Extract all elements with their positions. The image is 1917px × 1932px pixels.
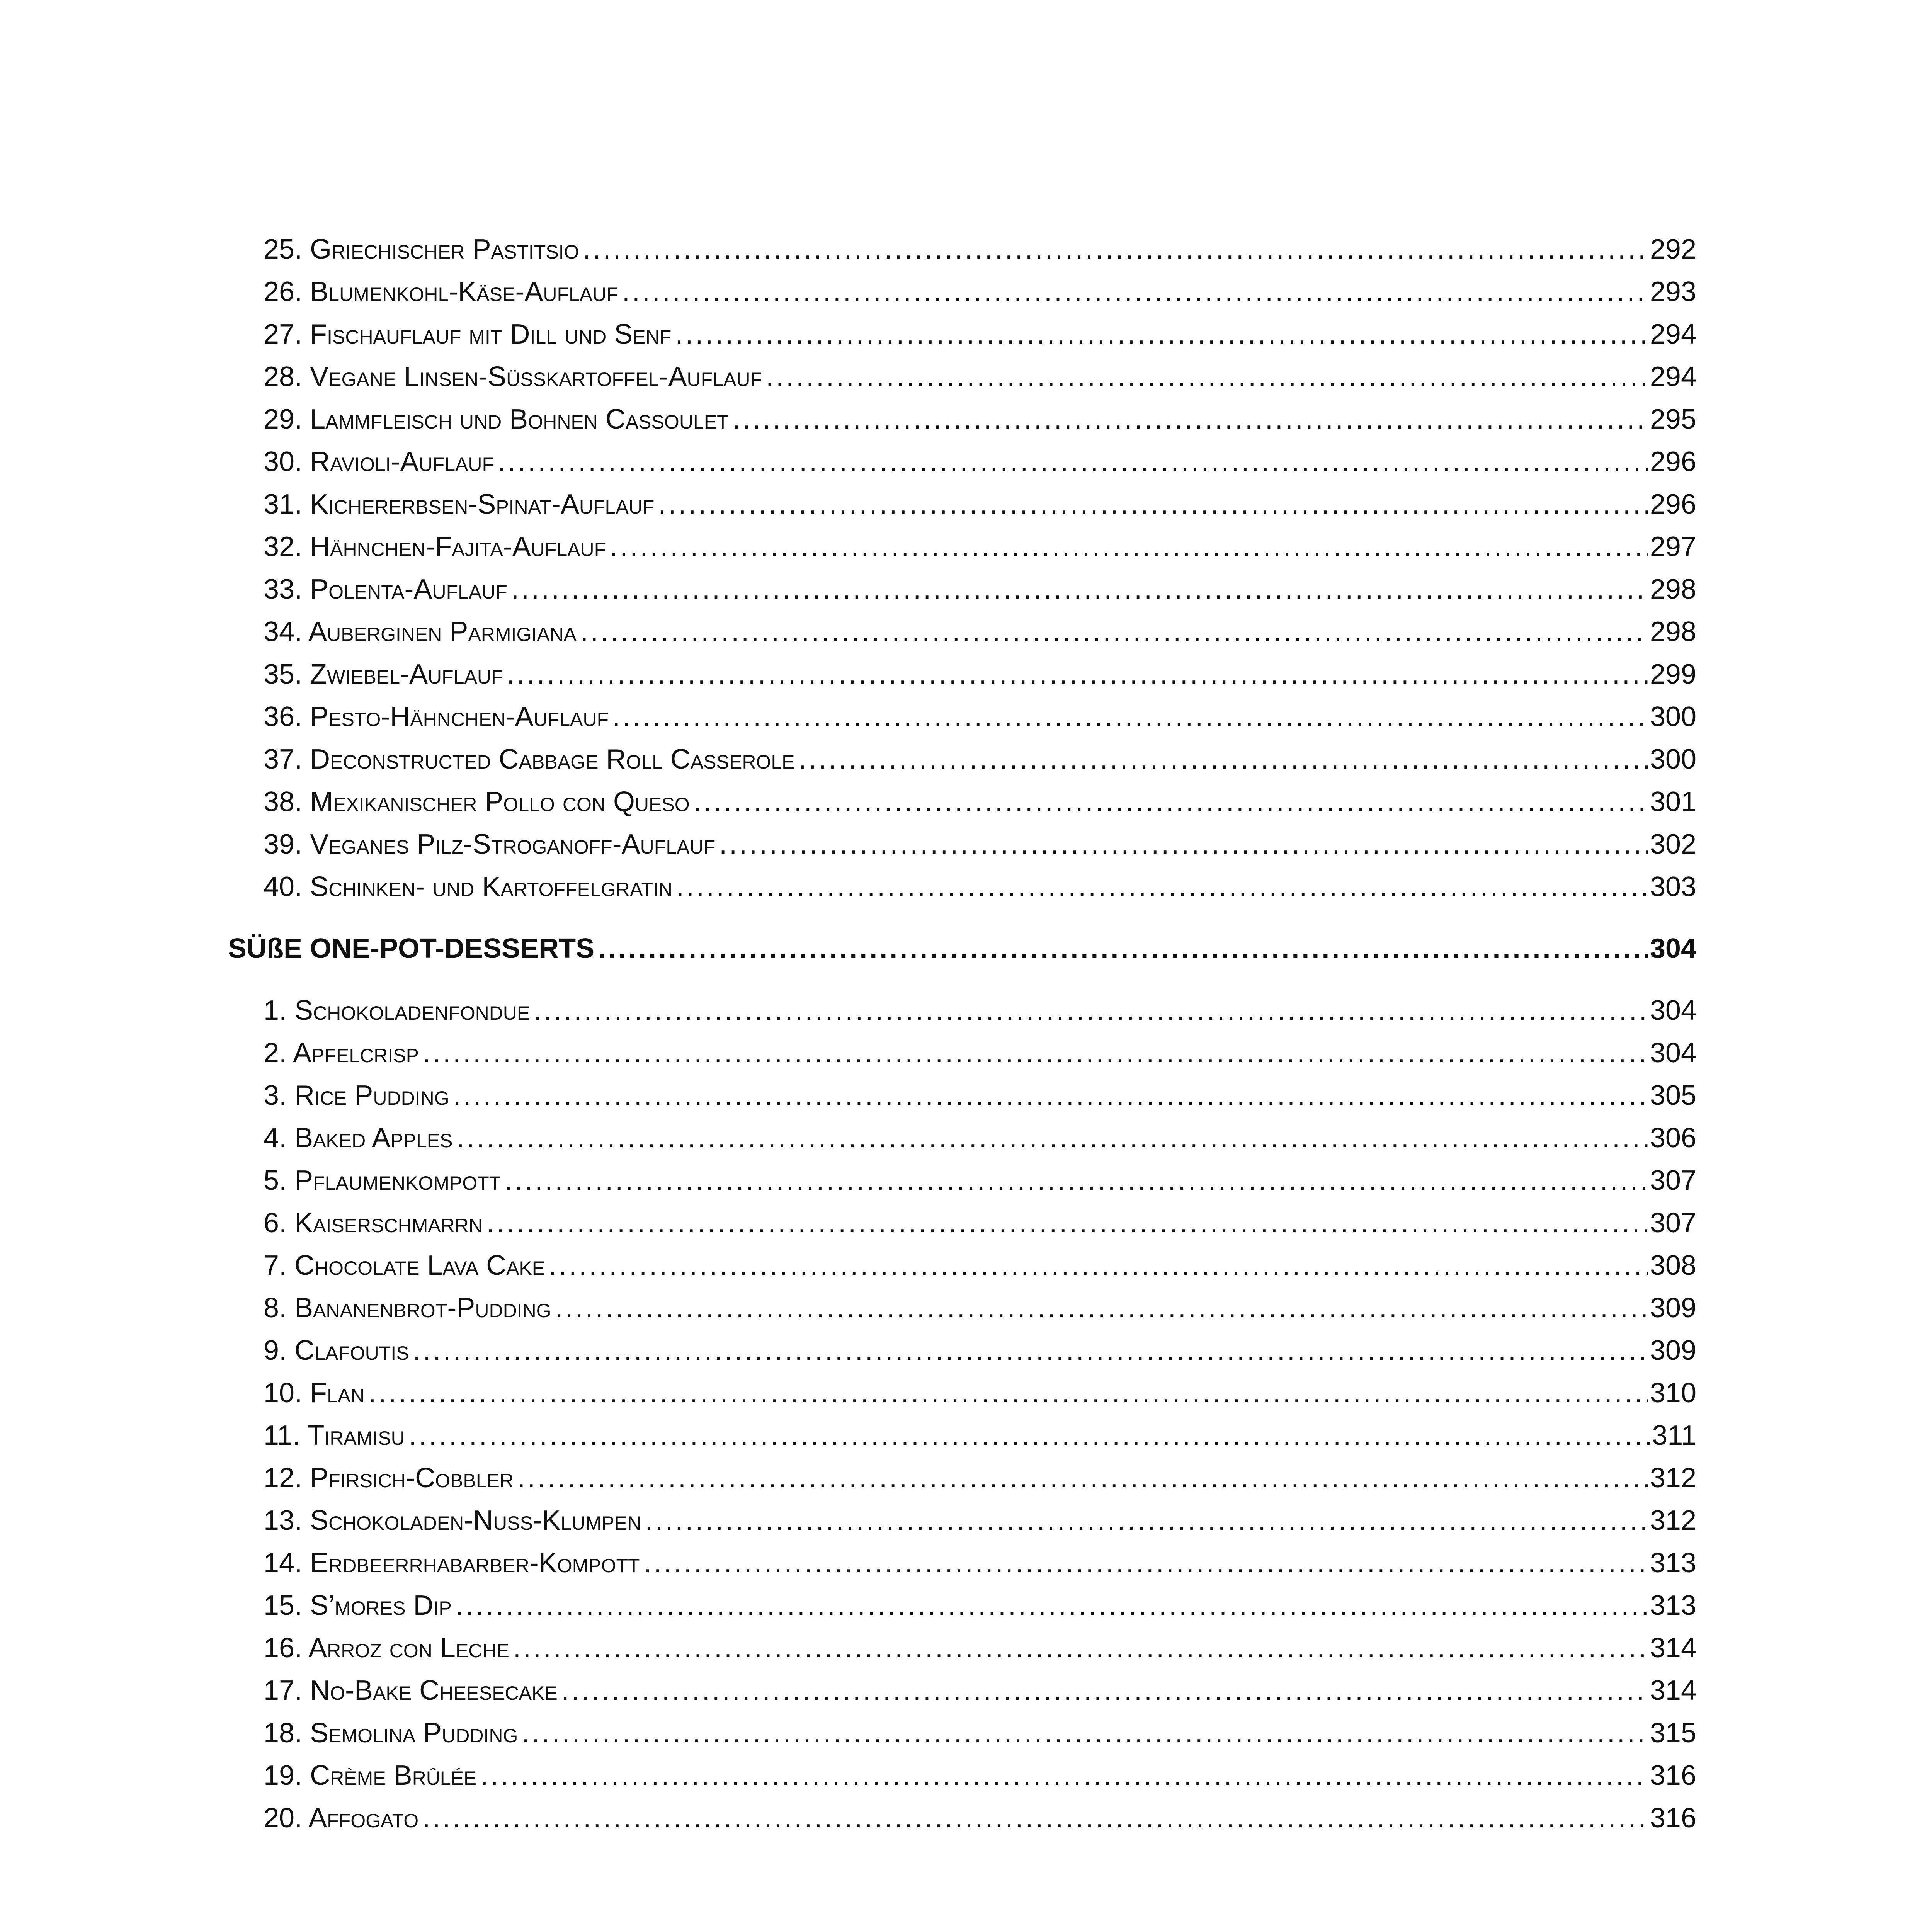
toc-entry-title: Erdbeerrhabarber-Kompott xyxy=(310,1548,640,1578)
toc-entry-number: 7. xyxy=(264,1250,287,1281)
toc-leader-dots xyxy=(513,1627,1648,1669)
toc-entry-number: 25. xyxy=(264,234,303,265)
toc-entry-number: 33. xyxy=(264,574,303,605)
toc-entry-title: Hähnchen-Fajita-Auflauf xyxy=(310,531,606,562)
toc-entry[interactable] xyxy=(228,398,1696,440)
toc-entry-title: Pfirsich-Cobbler xyxy=(310,1463,514,1493)
toc-entry-label xyxy=(264,526,606,568)
toc-entry[interactable] xyxy=(228,781,1696,823)
toc-entry-title: Blumenkohl-Käse-Auflauf xyxy=(310,276,618,307)
toc-entry[interactable] xyxy=(228,1202,1696,1244)
toc-entry-title: S’mores Dip xyxy=(310,1590,452,1621)
toc-entry-number: 29. xyxy=(264,404,303,435)
toc-entry-title: Auberginen Parmigiana xyxy=(308,616,577,647)
toc-section-title: SÜßE ONE-POT-DESSERTS xyxy=(228,933,595,964)
toc-entry[interactable] xyxy=(228,1414,1696,1457)
toc-entry-title: Zwiebel-Auflauf xyxy=(310,659,503,690)
toc-entry-page: 313 xyxy=(1650,1548,1696,1578)
toc-entry-title: Fischauflauf mit Dill und Senf xyxy=(310,319,672,350)
toc-leader-dots xyxy=(583,228,1647,270)
toc-leader-dots xyxy=(645,1499,1647,1542)
toc-entry-label xyxy=(264,1797,418,1839)
toc-leader-dots xyxy=(413,1329,1648,1372)
table-of-contents xyxy=(228,228,1696,1839)
toc-entry-label xyxy=(264,1287,551,1329)
toc-entry-number: 34. xyxy=(264,616,303,647)
toc-entry-title: Polenta-Auflauf xyxy=(310,574,507,605)
toc-entry[interactable] xyxy=(228,1457,1696,1499)
toc-entry[interactable] xyxy=(228,696,1696,738)
toc-entry-title: Schokoladenfondue xyxy=(294,995,530,1026)
toc-leader-dots xyxy=(422,1797,1648,1839)
toc-entry[interactable] xyxy=(228,270,1696,313)
toc-entry-title: Baked Apples xyxy=(294,1122,453,1153)
toc-entry-number: 5. xyxy=(264,1165,287,1196)
toc-entry[interactable] xyxy=(228,1627,1696,1669)
toc-entry[interactable] xyxy=(228,355,1696,398)
toc-entry-page: 292 xyxy=(1650,234,1696,265)
toc-entry[interactable] xyxy=(228,1797,1696,1839)
toc-entry-label xyxy=(264,1627,509,1669)
toc-leader-dots xyxy=(733,398,1648,440)
toc-entry-number: 18. xyxy=(264,1718,303,1748)
toc-entry-title: Griechischer Pastitsio xyxy=(310,234,579,265)
toc-entry-page: 307 xyxy=(1650,1165,1696,1196)
toc-entry[interactable] xyxy=(228,1669,1696,1712)
toc-entry-page: 295 xyxy=(1650,404,1696,435)
toc-entry-number: 37. xyxy=(264,744,303,775)
toc-entry-number: 16. xyxy=(264,1633,303,1663)
toc-entry-number: 31. xyxy=(264,489,303,520)
toc-entry-title: Ravioli-Auflauf xyxy=(310,446,494,477)
toc-entry-label xyxy=(264,228,579,270)
toc-leader-dots xyxy=(644,1542,1648,1584)
toc-entry-label xyxy=(264,1712,518,1754)
toc-leader-dots xyxy=(622,270,1648,313)
toc-leader-dots xyxy=(486,1202,1648,1244)
toc-leader-dots xyxy=(561,1669,1648,1712)
toc-entry[interactable] xyxy=(228,1244,1696,1287)
toc-entry-label xyxy=(264,738,794,781)
toc-leader-dots xyxy=(719,823,1648,866)
toc-entry-page: 299 xyxy=(1650,659,1696,690)
toc-entry-page: 298 xyxy=(1650,616,1696,647)
toc-section-heading[interactable] xyxy=(228,927,1696,970)
toc-entry-title: Kichererbsen-Spinat-Auflauf xyxy=(310,489,655,520)
toc-entry-label xyxy=(264,866,672,908)
toc-leader-dots xyxy=(505,1159,1648,1202)
toc-entry-number: 20. xyxy=(264,1803,303,1833)
toc-leader-dots xyxy=(480,1754,1648,1797)
toc-entry-number: 26. xyxy=(264,276,303,307)
toc-entry-number: 40. xyxy=(264,871,303,902)
toc-entry-label xyxy=(264,313,671,355)
toc-entry-page: 306 xyxy=(1650,1122,1696,1153)
toc-leader-dots xyxy=(453,1074,1648,1117)
toc-entry[interactable] xyxy=(228,568,1696,611)
toc-entry-number: 6. xyxy=(264,1208,287,1238)
toc-entry-label xyxy=(264,1542,640,1584)
toc-entry-title: Deconstructed Cabbage Roll Casserole xyxy=(310,744,795,775)
toc-entry-page: 304 xyxy=(1650,995,1696,1026)
toc-leader-dots xyxy=(675,313,1648,355)
toc-entry-title: Tiramisu xyxy=(307,1420,405,1451)
toc-entry-title: Semolina Pudding xyxy=(310,1718,518,1748)
toc-leader-dots xyxy=(511,568,1648,611)
toc-entry-page: 297 xyxy=(1650,531,1696,562)
toc-entry-page: 315 xyxy=(1650,1718,1696,1748)
toc-entry-label xyxy=(264,355,762,398)
toc-leader-dots xyxy=(534,989,1648,1032)
toc-entry-page: 305 xyxy=(1650,1080,1696,1111)
toc-entry-title: Apfelcrisp xyxy=(293,1037,419,1068)
toc-entry-page: 296 xyxy=(1650,446,1696,477)
toc-leader-dots xyxy=(658,483,1648,526)
toc-entry-label xyxy=(264,568,507,611)
toc-entry-label xyxy=(264,611,577,653)
toc-entry-title: Arroz con Leche xyxy=(308,1633,509,1663)
toc-entry-page: 303 xyxy=(1650,871,1696,902)
toc-entry[interactable] xyxy=(228,1329,1696,1372)
toc-leader-dots xyxy=(368,1372,1648,1414)
toc-entry[interactable] xyxy=(228,1159,1696,1202)
toc-entry-number: 12. xyxy=(264,1463,303,1493)
toc-entry-number: 28. xyxy=(264,361,303,392)
toc-entry-number: 27. xyxy=(264,319,303,350)
toc-entry-label xyxy=(264,653,503,696)
toc-entry-title: Flan xyxy=(310,1378,365,1408)
toc-entry-number: 14. xyxy=(264,1548,303,1578)
toc-entry[interactable] xyxy=(228,526,1696,568)
toc-entry-page: 302 xyxy=(1650,829,1696,860)
toc-entry[interactable] xyxy=(228,1372,1696,1414)
toc-leader-dots xyxy=(676,866,1648,908)
toc-entry-number: 38. xyxy=(264,786,303,817)
toc-entry-label xyxy=(264,398,729,440)
toc-leader-dots xyxy=(522,1712,1647,1754)
toc-entry-page: 301 xyxy=(1650,786,1696,817)
toc-entry[interactable] xyxy=(228,823,1696,866)
toc-entry[interactable] xyxy=(228,1542,1696,1584)
toc-entry[interactable] xyxy=(228,228,1696,270)
toc-entry-title: Veganes Pilz-Stroganoff-Auflauf xyxy=(310,829,716,860)
toc-entry-number: 32. xyxy=(264,531,303,562)
toc-leader-dots xyxy=(598,927,1648,970)
toc-entry-page: 311 xyxy=(1652,1420,1696,1451)
toc-entry-number: 30. xyxy=(264,446,303,477)
toc-entry-label xyxy=(264,1032,419,1074)
toc-entry-page: 316 xyxy=(1650,1760,1696,1791)
toc-entry-label xyxy=(264,1584,452,1627)
toc-leader-dots xyxy=(555,1287,1648,1329)
toc-entry-number: 15. xyxy=(264,1590,303,1621)
toc-entry-number: 8. xyxy=(264,1293,287,1323)
toc-entry-page: 312 xyxy=(1650,1505,1696,1536)
toc-entry-page: 296 xyxy=(1650,489,1696,520)
toc-entry-number: 19. xyxy=(264,1760,303,1791)
toc-leader-dots xyxy=(423,1032,1648,1074)
toc-entry-title: Vegane Linsen-Süßkartoffel-Auflauf xyxy=(310,361,762,392)
toc-entry-number: 36. xyxy=(264,701,303,732)
toc-entry-number: 10. xyxy=(264,1378,303,1408)
toc-entry[interactable] xyxy=(228,313,1696,355)
toc-entry-title: Schinken- und Kartoffelgratin xyxy=(310,871,672,902)
toc-entry-label xyxy=(264,1414,405,1457)
toc-entry[interactable] xyxy=(228,611,1696,653)
toc-entry-number: 11. xyxy=(264,1420,300,1451)
toc-entry-page: 300 xyxy=(1650,701,1696,732)
toc-entry[interactable] xyxy=(228,738,1696,781)
toc-entry-page: 313 xyxy=(1650,1590,1696,1621)
toc-entry-page: 312 xyxy=(1650,1463,1696,1493)
toc-group-desserts xyxy=(228,989,1696,1839)
toc-entry-title: Rice Pudding xyxy=(294,1080,449,1111)
toc-entry-title: Mexikanischer Pollo con Queso xyxy=(310,786,690,817)
toc-entry-page: 293 xyxy=(1650,276,1696,307)
toc-entry-page: 304 xyxy=(1650,1037,1696,1068)
toc-leader-dots xyxy=(580,611,1648,653)
toc-leader-dots xyxy=(549,1244,1648,1287)
toc-entry-page: 294 xyxy=(1650,319,1696,350)
toc-entry-number: 2. xyxy=(264,1037,287,1068)
toc-entry[interactable] xyxy=(228,1287,1696,1329)
toc-entry-number: 3. xyxy=(264,1080,287,1111)
toc-entry[interactable] xyxy=(228,1074,1696,1117)
toc-entry-title: Pesto-Hähnchen-Auflauf xyxy=(310,701,609,732)
toc-entry[interactable] xyxy=(228,653,1696,696)
toc-leader-dots xyxy=(498,440,1648,483)
toc-entry[interactable] xyxy=(228,1117,1696,1159)
toc-leader-dots xyxy=(766,355,1648,398)
toc-entry[interactable] xyxy=(228,1754,1696,1797)
toc-entry-page: 309 xyxy=(1650,1335,1696,1366)
toc-entry-label xyxy=(264,1329,409,1372)
toc-entry-number: 9. xyxy=(264,1335,287,1366)
toc-entry[interactable] xyxy=(228,989,1696,1032)
toc-entry-page: 309 xyxy=(1650,1293,1696,1323)
toc-leader-dots xyxy=(456,1584,1648,1627)
toc-entry-label xyxy=(264,1117,453,1159)
toc-entry[interactable] xyxy=(228,440,1696,483)
toc-entry-title: Schokoladen-Nuss-Klumpen xyxy=(310,1505,641,1536)
toc-entry-label xyxy=(264,270,618,313)
toc-leader-dots xyxy=(694,781,1648,823)
toc-entry-page: 308 xyxy=(1650,1250,1696,1281)
toc-entry-number: 35. xyxy=(264,659,303,690)
toc-entry-number: 17. xyxy=(264,1675,303,1706)
toc-entry-title: Affogato xyxy=(308,1803,419,1833)
toc-entry[interactable] xyxy=(228,866,1696,908)
toc-entry-title: Lammfleisch und Bohnen Cassoulet xyxy=(310,404,729,435)
toc-entry-label xyxy=(264,483,654,526)
toc-leader-dots xyxy=(517,1457,1648,1499)
toc-entry-page: 314 xyxy=(1650,1633,1696,1663)
toc-entry-label xyxy=(264,823,715,866)
toc-entry-label xyxy=(264,1754,476,1797)
toc-group-casseroles xyxy=(228,228,1696,908)
toc-entry-page: 307 xyxy=(1650,1208,1696,1238)
toc-entry-title: Crème Brûlée xyxy=(310,1760,477,1791)
toc-entry-title: Chocolate Lava Cake xyxy=(294,1250,545,1281)
toc-entry-label xyxy=(264,1074,449,1117)
toc-leader-dots xyxy=(612,696,1648,738)
toc-entry-label xyxy=(264,1372,364,1414)
toc-leader-dots xyxy=(457,1117,1648,1159)
toc-entry-label xyxy=(264,696,609,738)
toc-entry-label xyxy=(264,1159,501,1202)
toc-entry-page: 314 xyxy=(1650,1675,1696,1706)
toc-entry-number: 4. xyxy=(264,1122,287,1153)
toc-entry[interactable] xyxy=(228,1584,1696,1627)
toc-entry-page: 298 xyxy=(1650,574,1696,605)
toc-entry-number: 13. xyxy=(264,1505,303,1536)
toc-leader-dots xyxy=(507,653,1648,696)
toc-entry-number: 39. xyxy=(264,829,303,860)
toc-entry-label xyxy=(264,1202,483,1244)
toc-entry-label xyxy=(264,989,530,1032)
toc-entry[interactable] xyxy=(228,483,1696,526)
toc-entry[interactable] xyxy=(228,1032,1696,1074)
toc-entry-page: 294 xyxy=(1650,361,1696,392)
toc-entry-page: 310 xyxy=(1650,1378,1696,1408)
toc-entry-title: Pflaumenkompott xyxy=(294,1165,501,1196)
toc-leader-dots xyxy=(409,1414,1650,1457)
toc-entry[interactable] xyxy=(228,1499,1696,1542)
toc-entry-label xyxy=(264,1244,545,1287)
toc-entry-label xyxy=(264,440,494,483)
toc-entry-title: Kaiserschmarrn xyxy=(294,1208,483,1238)
toc-entry[interactable] xyxy=(228,1712,1696,1754)
toc-entry-title: No-Bake Cheesecake xyxy=(310,1675,558,1706)
toc-entry-label xyxy=(264,781,690,823)
toc-entry-label xyxy=(264,1499,641,1542)
toc-entry-page: 300 xyxy=(1650,744,1696,775)
toc-entry-page: 316 xyxy=(1650,1803,1696,1833)
toc-entry-title: Bananenbrot-Pudding xyxy=(294,1293,551,1323)
toc-entry-title: Clafoutis xyxy=(294,1335,409,1366)
toc-entry-number: 1. xyxy=(264,995,287,1026)
toc-entry-label xyxy=(264,1669,558,1712)
toc-section-page: 304 xyxy=(1650,933,1696,964)
toc-entry-label xyxy=(264,1457,514,1499)
toc-leader-dots xyxy=(610,526,1648,568)
toc-leader-dots xyxy=(798,738,1647,781)
